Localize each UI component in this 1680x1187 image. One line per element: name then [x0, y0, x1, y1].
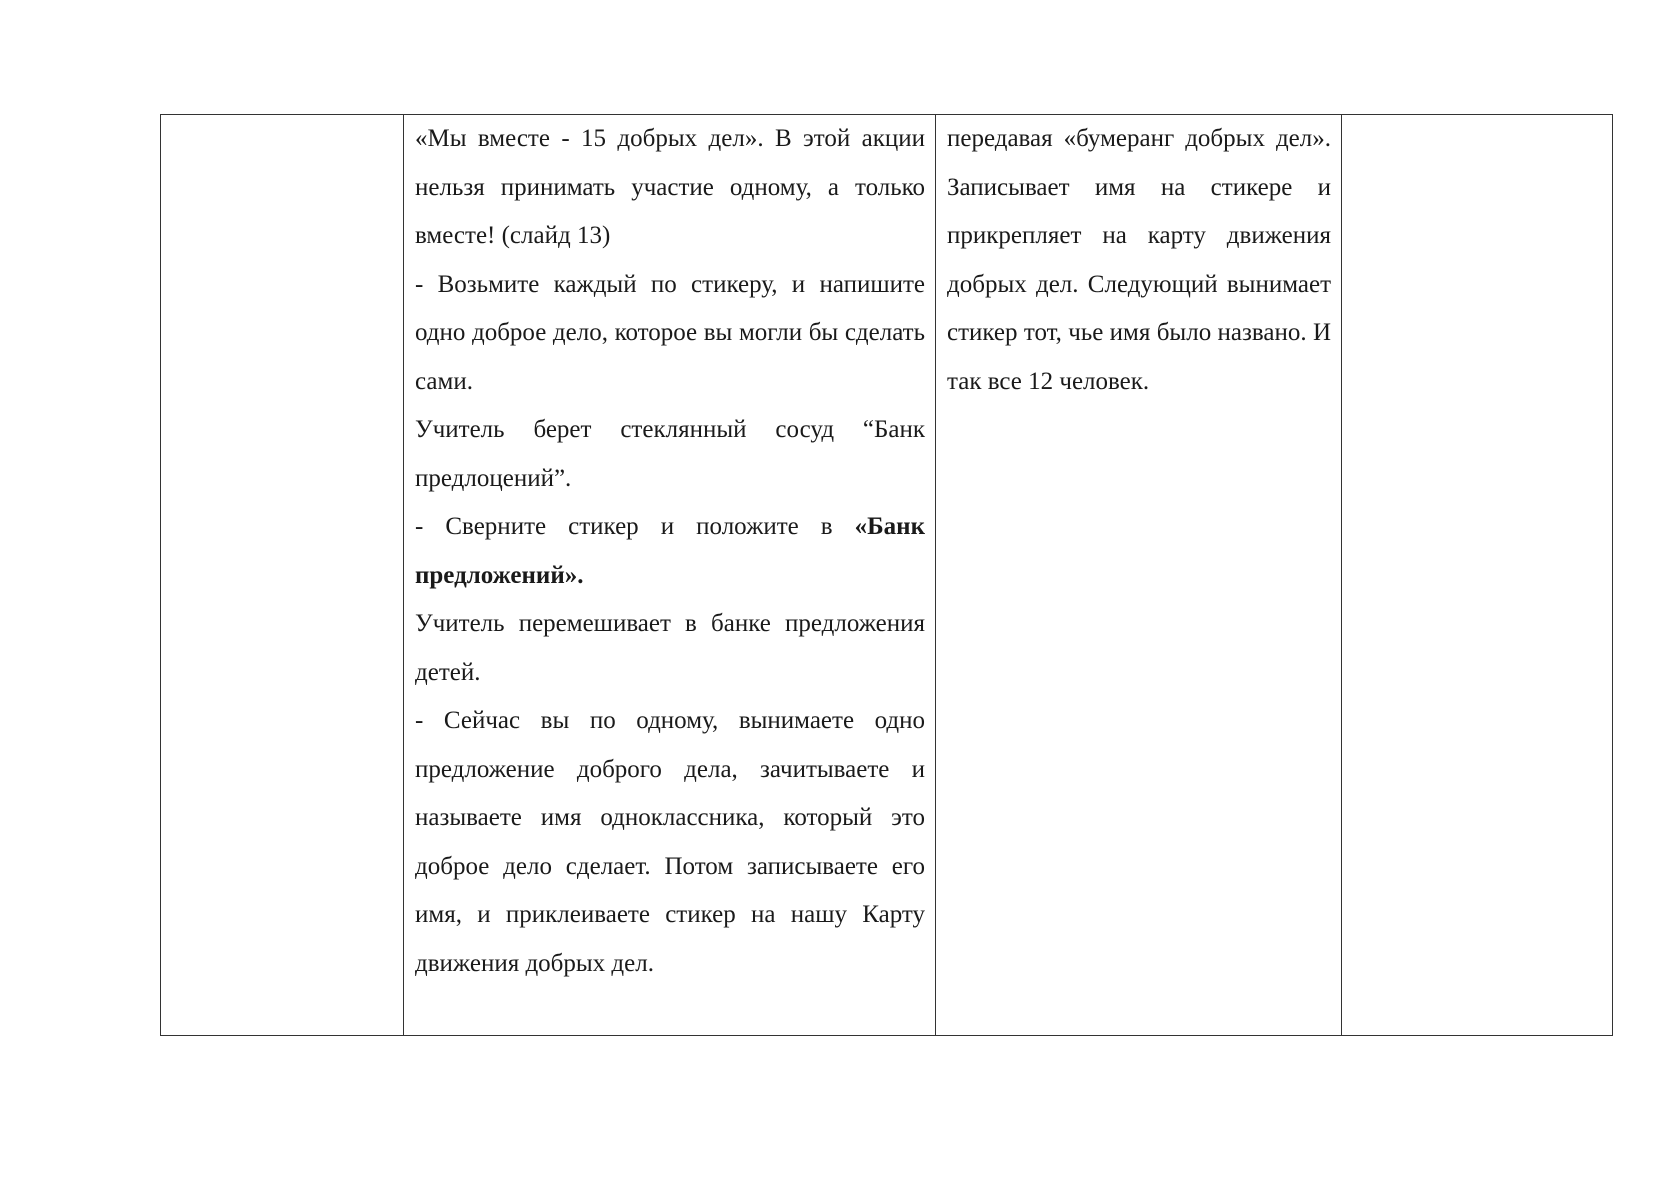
bold-text: «Банк предложений».	[415, 513, 925, 589]
paragraph: передавая «бумеранг добрых дел». Записывает имя на стикере и прикрепляет на карту движения добрых дел. Следующий вынимает стикер тот, чье имя было названо. И так все 12 человек.	[947, 125, 1331, 395]
table-row	[161, 115, 1613, 1036]
paragraph: «Мы вместе - 15 добрых дел». В этой акции нельзя принимать участие одному, а только вместе! (слайд 13)	[415, 125, 925, 249]
cell-text-col2	[404, 115, 935, 988]
paragraph-text: - Сверните стикер и положите в	[415, 513, 855, 540]
paragraph: Учитель перемешивает в банке предложения детей.	[415, 610, 925, 686]
table-cell-col1	[161, 115, 404, 1036]
paragraph: - Сейчас вы по одному, вынимаете одно предложение доброго дела, зачитываете и называете имя одноклассника, который это доброе дело сделает. Потом записываете его имя, и приклеиваете стикер на нашу Карту движения добрых дел.	[415, 707, 925, 977]
lesson-plan-table	[160, 114, 1613, 1036]
cell-text-col3	[936, 115, 1341, 406]
table-cell-col2	[404, 115, 936, 1036]
paragraph: Учитель берет стеклянный сосуд “Банк предлоцений”.	[415, 416, 925, 492]
paragraph	[415, 503, 925, 600]
table-cell-col3	[936, 115, 1342, 1036]
table-cell-col4	[1342, 115, 1613, 1036]
paragraph: - Возьмите каждый по стикеру, и напишите одно доброе дело, которое вы могли бы сделать сами.	[415, 270, 925, 395]
